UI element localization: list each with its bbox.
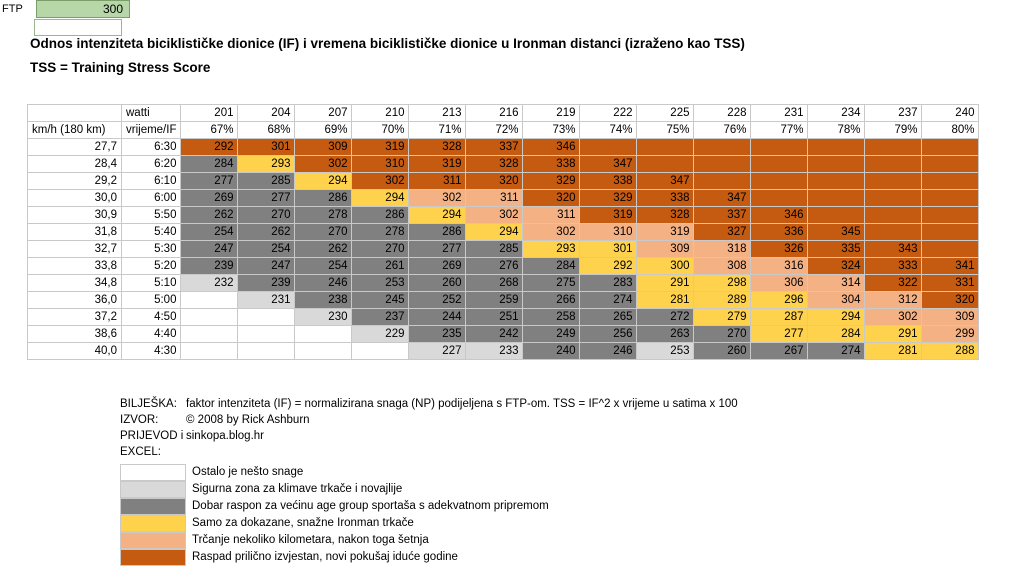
cell-tss: 281: [865, 343, 922, 360]
legend-row: [120, 532, 549, 549]
cell-tss: 319: [637, 224, 694, 241]
cell-kmh: 28,4: [28, 156, 122, 173]
cell-tss: 304: [808, 292, 865, 309]
cell-tss: [865, 207, 922, 224]
cell-tss: 346: [751, 207, 808, 224]
page-title: Odnos intenziteta biciklističke dionice (IF) i vremena biciklističke dionice u Ironman distanci (izraženo kao TSS): [30, 36, 745, 51]
cell-tss: 238: [295, 292, 352, 309]
cell-tss: 293: [238, 156, 295, 173]
cell-tss: 337: [694, 207, 751, 224]
cell-tss: [808, 139, 865, 156]
header-col-3: 204: [238, 105, 295, 122]
cell-tss: 322: [865, 275, 922, 292]
cell-time: 5:10: [122, 275, 181, 292]
table-row: [28, 326, 979, 343]
cell-tss: 285: [238, 173, 295, 190]
cell-tss: 247: [238, 258, 295, 275]
cell-time: 6:10: [122, 173, 181, 190]
header-col-6: 213: [409, 105, 466, 122]
cell-kmh: 40,0: [28, 343, 122, 360]
cell-tss: 240: [523, 343, 580, 360]
cell-tss: 281: [637, 292, 694, 309]
cell-tss: 270: [694, 326, 751, 343]
cell-tss: 328: [466, 156, 523, 173]
cell-time: 4:30: [122, 343, 181, 360]
cell-tss: 311: [466, 190, 523, 207]
cell-tss: 265: [580, 309, 637, 326]
cell-tss: 254: [295, 258, 352, 275]
legend-swatch: [120, 481, 186, 498]
cell-tss: 272: [637, 309, 694, 326]
cell-tss: 311: [409, 173, 466, 190]
cell-tss: [238, 326, 295, 343]
cell-time: 4:50: [122, 309, 181, 326]
cell-tss: 260: [694, 343, 751, 360]
cell-tss: 260: [409, 275, 466, 292]
cell-tss: 274: [580, 292, 637, 309]
cell-tss: 276: [466, 258, 523, 275]
cell-tss: 309: [637, 241, 694, 258]
header-col-13: 78%: [808, 122, 865, 139]
cell-kmh: 34,8: [28, 275, 122, 292]
cell-tss: 294: [409, 207, 466, 224]
legend-swatch: [120, 515, 186, 532]
cell-tss: 292: [181, 139, 238, 156]
note-text: sinkopa.blog.hr: [186, 430, 264, 442]
cell-tss: 329: [580, 190, 637, 207]
cell-tss: 320: [466, 173, 523, 190]
cell-tss: 328: [637, 207, 694, 224]
header-col-15: 80%: [922, 122, 979, 139]
cell-tss: 289: [694, 292, 751, 309]
cell-tss: 275: [523, 275, 580, 292]
table-row: [28, 292, 979, 309]
cell-tss: 267: [751, 343, 808, 360]
cell-tss: 274: [808, 343, 865, 360]
cell-tss: 310: [352, 156, 409, 173]
header-col-7: 72%: [466, 122, 523, 139]
cell-tss: 320: [922, 292, 979, 309]
cell-tss: 300: [637, 258, 694, 275]
cell-tss: 309: [922, 309, 979, 326]
header-col-9: 222: [580, 105, 637, 122]
header-col-4: 207: [295, 105, 352, 122]
cell-tss: 302: [409, 190, 466, 207]
cell-tss: 242: [466, 326, 523, 343]
cell-tss: 270: [352, 241, 409, 258]
header-col-13: 234: [808, 105, 865, 122]
cell-tss: 279: [694, 309, 751, 326]
note-key: IZVOR:: [120, 414, 159, 426]
note-key: BILJEŠKA:: [120, 398, 177, 410]
cell-tss: [694, 173, 751, 190]
cell-tss: [295, 326, 352, 343]
cell-tss: 327: [694, 224, 751, 241]
cell-time: 5:20: [122, 258, 181, 275]
cell-tss: 291: [865, 326, 922, 343]
cell-tss: [637, 139, 694, 156]
cell-tss: [922, 139, 979, 156]
header-kmh: [28, 105, 122, 122]
cell-tss: [181, 326, 238, 343]
cell-tss: 227: [409, 343, 466, 360]
cell-tss: [694, 139, 751, 156]
cell-tss: 291: [637, 275, 694, 292]
cell-tss: 346: [523, 139, 580, 156]
cell-tss: 311: [523, 207, 580, 224]
cell-tss: [751, 156, 808, 173]
cell-time: 6:30: [122, 139, 181, 156]
header-col-7: 216: [466, 105, 523, 122]
cell-kmh: 38,6: [28, 326, 122, 343]
header-col-11: 76%: [694, 122, 751, 139]
legend-label: Trčanje nekoliko kilometara, nakon toga šetnja: [192, 534, 429, 546]
note-row: [120, 428, 738, 460]
cell-tss: 345: [808, 224, 865, 241]
cell-tss: [295, 343, 352, 360]
cell-tss: 246: [295, 275, 352, 292]
ftp-input-cell[interactable]: [34, 19, 122, 36]
cell-tss: [808, 173, 865, 190]
cell-tss: 277: [409, 241, 466, 258]
cell-tss: 237: [352, 309, 409, 326]
table-row: [28, 343, 979, 360]
cell-tss: [751, 173, 808, 190]
cell-tss: [865, 139, 922, 156]
note-text: © 2008 by Rick Ashburn: [186, 414, 310, 426]
cell-tss: 259: [466, 292, 523, 309]
cell-tss: [865, 173, 922, 190]
cell-tss: 306: [751, 275, 808, 292]
header-col-5: 70%: [352, 122, 409, 139]
cell-kmh: 37,2: [28, 309, 122, 326]
cell-tss: 254: [238, 241, 295, 258]
cell-tss: 284: [181, 156, 238, 173]
cell-tss: 287: [751, 309, 808, 326]
cell-tss: [181, 292, 238, 309]
cell-time: 6:00: [122, 190, 181, 207]
table-row: [28, 156, 979, 173]
cell-tss: 319: [409, 156, 466, 173]
cell-tss: 277: [238, 190, 295, 207]
cell-tss: 312: [865, 292, 922, 309]
cell-time: 6:20: [122, 156, 181, 173]
note-row: [120, 412, 738, 428]
cell-tss: 318: [694, 241, 751, 258]
cell-tss: 294: [808, 309, 865, 326]
cell-kmh: 30,9: [28, 207, 122, 224]
header-col-8: 219: [523, 105, 580, 122]
tss-table: [27, 104, 979, 360]
table-header-row: [28, 122, 979, 139]
table-row: [28, 309, 979, 326]
cell-tss: 341: [922, 258, 979, 275]
cell-tss: 294: [352, 190, 409, 207]
notes-block: [120, 396, 738, 460]
cell-time: 5:50: [122, 207, 181, 224]
header-col-4: 69%: [295, 122, 352, 139]
cell-tss: 302: [865, 309, 922, 326]
table-row: [28, 190, 979, 207]
cell-tss: 231: [238, 292, 295, 309]
cell-tss: 324: [808, 258, 865, 275]
header-col-2: 67%: [181, 122, 238, 139]
cell-tss: 294: [466, 224, 523, 241]
cell-tss: [922, 207, 979, 224]
cell-tss: 299: [922, 326, 979, 343]
cell-tss: 254: [181, 224, 238, 241]
cell-tss: 316: [751, 258, 808, 275]
cell-tss: [922, 156, 979, 173]
legend-row: [120, 464, 549, 481]
header-col-12: 77%: [751, 122, 808, 139]
table-row: [28, 258, 979, 275]
table-row: [28, 275, 979, 292]
legend-row: [120, 515, 549, 532]
legend-label: Dobar raspon za većinu age group sportaša s adekvatnom pripremom: [192, 500, 549, 512]
cell-tss: 246: [580, 343, 637, 360]
cell-tss: [580, 139, 637, 156]
cell-time: 5:30: [122, 241, 181, 258]
cell-tss: 288: [922, 343, 979, 360]
cell-tss: 286: [295, 190, 352, 207]
table-row: [28, 173, 979, 190]
note-row: [120, 396, 738, 412]
cell-tss: 270: [238, 207, 295, 224]
cell-tss: 244: [409, 309, 466, 326]
cell-tss: 338: [523, 156, 580, 173]
cell-tss: [922, 241, 979, 258]
cell-tss: 285: [466, 241, 523, 258]
cell-tss: 268: [466, 275, 523, 292]
header-col-10: 75%: [637, 122, 694, 139]
header-time: vrijeme/IF: [122, 122, 181, 139]
cell-tss: [808, 190, 865, 207]
cell-tss: 298: [694, 275, 751, 292]
cell-kmh: 33,8: [28, 258, 122, 275]
cell-tss: 296: [751, 292, 808, 309]
ftp-label: FTP: [0, 0, 36, 18]
cell-tss: [181, 343, 238, 360]
cell-tss: 252: [409, 292, 466, 309]
cell-tss: 277: [181, 173, 238, 190]
cell-kmh: 36,0: [28, 292, 122, 309]
cell-tss: 326: [751, 241, 808, 258]
cell-tss: 258: [523, 309, 580, 326]
cell-tss: 328: [409, 139, 466, 156]
header-col-3: 68%: [238, 122, 295, 139]
legend-block: [120, 464, 549, 566]
header-col-11: 228: [694, 105, 751, 122]
cell-tss: 337: [466, 139, 523, 156]
legend-swatch: [120, 464, 186, 481]
cell-tss: 229: [352, 326, 409, 343]
cell-tss: [808, 156, 865, 173]
cell-tss: 253: [637, 343, 694, 360]
cell-tss: [694, 156, 751, 173]
note-key: PRIJEVOD i EXCEL:: [120, 430, 184, 458]
cell-tss: 319: [352, 139, 409, 156]
cell-kmh: 32,7: [28, 241, 122, 258]
header-col-5: 210: [352, 105, 409, 122]
cell-kmh: 27,7: [28, 139, 122, 156]
cell-tss: 347: [694, 190, 751, 207]
legend-label: Sigurna zona za klimave trkače i novajlije: [192, 483, 403, 495]
note-text: faktor intenziteta (IF) = normalizirana snaga (NP) podijeljena s FTP-om. TSS = IF^2 x vrijeme u satima x 100: [186, 398, 738, 410]
cell-tss: 338: [580, 173, 637, 190]
cell-tss: [181, 309, 238, 326]
cell-tss: 262: [295, 241, 352, 258]
ftp-value-cell[interactable]: 300: [36, 0, 130, 18]
cell-tss: 293: [523, 241, 580, 258]
cell-time: 5:40: [122, 224, 181, 241]
cell-tss: 302: [295, 156, 352, 173]
header-col-14: 79%: [865, 122, 922, 139]
cell-tss: 335: [808, 241, 865, 258]
cell-tss: 283: [580, 275, 637, 292]
cell-tss: [751, 139, 808, 156]
header-col-9: 74%: [580, 122, 637, 139]
legend-swatch: [120, 498, 186, 515]
legend-label: Samo za dokazane, snažne Ironman trkače: [192, 517, 414, 529]
cell-tss: 263: [637, 326, 694, 343]
cell-tss: 253: [352, 275, 409, 292]
cell-tss: [238, 309, 295, 326]
cell-tss: [352, 343, 409, 360]
cell-tss: 256: [580, 326, 637, 343]
cell-tss: 269: [181, 190, 238, 207]
table-header-row: [28, 105, 979, 122]
legend-swatch: [120, 532, 186, 549]
cell-tss: 319: [580, 207, 637, 224]
cell-tss: 286: [409, 224, 466, 241]
cell-time: 5:00: [122, 292, 181, 309]
cell-tss: [922, 190, 979, 207]
cell-tss: 320: [523, 190, 580, 207]
cell-tss: 301: [238, 139, 295, 156]
cell-tss: 270: [295, 224, 352, 241]
page-subtitle: TSS = Training Stress Score: [30, 60, 211, 75]
cell-tss: 262: [238, 224, 295, 241]
cell-tss: 310: [580, 224, 637, 241]
cell-tss: [922, 173, 979, 190]
table-row: [28, 207, 979, 224]
title-block: [30, 36, 745, 75]
cell-tss: 302: [466, 207, 523, 224]
cell-tss: 333: [865, 258, 922, 275]
legend-label: Raspad prilično izvjestan, novi pokušaj iduće godine: [192, 551, 458, 563]
header-col-10: 225: [637, 105, 694, 122]
cell-tss: 245: [352, 292, 409, 309]
cell-tss: 347: [637, 173, 694, 190]
cell-tss: 251: [466, 309, 523, 326]
cell-tss: [637, 156, 694, 173]
header-col-14: 237: [865, 105, 922, 122]
cell-kmh: 29,2: [28, 173, 122, 190]
legend-row: [120, 498, 549, 515]
cell-tss: 331: [922, 275, 979, 292]
header-kmh: km/h (180 km): [28, 122, 122, 139]
cell-tss: 230: [295, 309, 352, 326]
cell-tss: 232: [181, 275, 238, 292]
cell-tss: 284: [523, 258, 580, 275]
legend-row: [120, 549, 549, 566]
header-col-2: 201: [181, 105, 238, 122]
cell-tss: 284: [808, 326, 865, 343]
header-time: watti: [122, 105, 181, 122]
cell-tss: 308: [694, 258, 751, 275]
cell-kmh: 31,8: [28, 224, 122, 241]
header-col-8: 73%: [523, 122, 580, 139]
cell-tss: 347: [580, 156, 637, 173]
cell-tss: 278: [295, 207, 352, 224]
cell-tss: 309: [295, 139, 352, 156]
cell-tss: 343: [865, 241, 922, 258]
cell-tss: 239: [238, 275, 295, 292]
cell-tss: 235: [409, 326, 466, 343]
ftp-bar: [0, 0, 130, 18]
cell-tss: 278: [352, 224, 409, 241]
table-row: [28, 139, 979, 156]
cell-tss: [751, 190, 808, 207]
cell-tss: 302: [523, 224, 580, 241]
cell-tss: [808, 207, 865, 224]
cell-tss: [238, 343, 295, 360]
legend-swatch: [120, 549, 186, 566]
cell-tss: 266: [523, 292, 580, 309]
header-col-15: 240: [922, 105, 979, 122]
cell-tss: 247: [181, 241, 238, 258]
cell-tss: 239: [181, 258, 238, 275]
table-row: [28, 241, 979, 258]
cell-tss: 277: [751, 326, 808, 343]
cell-tss: [922, 224, 979, 241]
header-col-12: 231: [751, 105, 808, 122]
cell-kmh: 30,0: [28, 190, 122, 207]
cell-time: 4:40: [122, 326, 181, 343]
cell-tss: 249: [523, 326, 580, 343]
cell-tss: 292: [580, 258, 637, 275]
cell-tss: 233: [466, 343, 523, 360]
table-row: [28, 224, 979, 241]
cell-tss: 338: [637, 190, 694, 207]
header-col-6: 71%: [409, 122, 466, 139]
cell-tss: 262: [181, 207, 238, 224]
cell-tss: 329: [523, 173, 580, 190]
legend-row: [120, 481, 549, 498]
cell-tss: [865, 224, 922, 241]
cell-tss: [865, 190, 922, 207]
cell-tss: 314: [808, 275, 865, 292]
cell-tss: 301: [580, 241, 637, 258]
cell-tss: 302: [352, 173, 409, 190]
legend-label: Ostalo je nešto snage: [192, 466, 304, 478]
cell-tss: 294: [295, 173, 352, 190]
cell-tss: 286: [352, 207, 409, 224]
cell-tss: 269: [409, 258, 466, 275]
cell-tss: [865, 156, 922, 173]
cell-tss: 261: [352, 258, 409, 275]
cell-tss: 336: [751, 224, 808, 241]
